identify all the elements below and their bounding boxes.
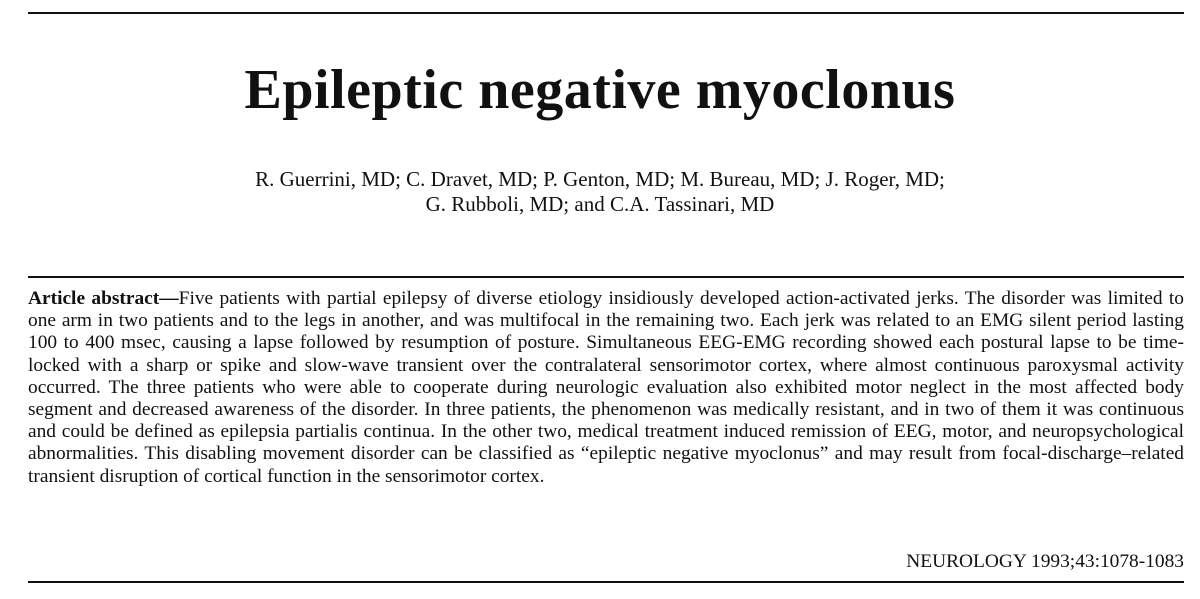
article-abstract [28,288,1184,488]
bottom-rule [28,581,1184,583]
author-line-1: R. Guerrini, MD; C. Dravet, MD; P. Genton, MD; M. Bureau, MD; J. Roger, MD; [255,167,945,191]
top-rule [28,12,1184,14]
article-title: Epileptic negative myoclonus [244,59,956,121]
author-list [0,167,1200,217]
journal-citation: NEUROLOGY 1993;43:1078-1083 [906,551,1184,572]
abstract-text: Five patients with partial epilepsy of diverse etiology insidiously developed action-activated jerks. The disorder was limited to one arm in two patients and to the legs in another, and was multifocal in the remaining two. Each jerk was related to an EMG silent period lasting 100 to 400 msec, causing a lapse followed by resumption of posture. Simultaneous EEG-EMG recording showed each postural lapse to be time-locked with a sharp or spike and slow-wave transient over the contralateral sensorimotor cortex, where almost continuous paroxysmal activity occurred. The three patients who were able to cooperate during neurologic evaluation also exhibited motor neglect in the most affected body segment and decreased awareness of the disorder. In three patients, the phenomenon was medically resistant, and in two of them it was continuous and could be defined as epilepsia partialis continua. In the other two, medical treatment induced remission of EEG, motor, and neuropsychological abnormalities. This disabling movement disorder can be classified as “epileptic negative myoclonus” and may result from focal-discharge–related transient disruption of cortical function in the sensorimotor cortex. [28,288,1184,487]
abstract-top-rule [28,276,1184,278]
abstract-label: Article abstract— [28,288,179,309]
author-line-2: G. Rubboli, MD; and C.A. Tassinari, MD [425,192,775,216]
